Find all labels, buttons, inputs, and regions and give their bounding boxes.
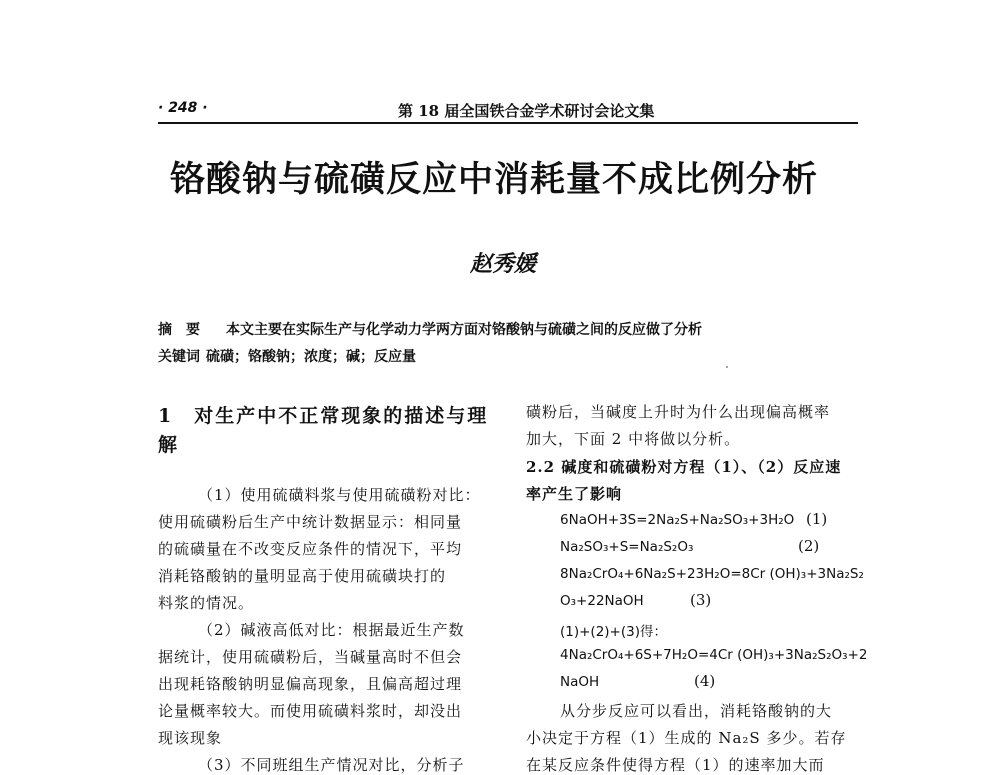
left-line: （2）碱液高低对比：根据最近生产数 — [198, 621, 465, 639]
left-line: 消耗铬酸钠的量明显高于使用硫磺块打的 — [158, 567, 447, 585]
section-1-heading: 1 对生产中不正常现象的描述与理 — [158, 405, 489, 427]
equation-2: Na₂SO₃+S=Na₂S₂O₃ — [560, 539, 694, 555]
left-line: 现该现象 — [158, 729, 223, 747]
equation-3-cont: O₃+22NaOH — [560, 593, 644, 609]
left-line: 料浆的情况。 — [158, 594, 255, 612]
equation-3: 8Na₂CrO₄+6Na₂S+23H₂O=8Cr (OH)₃+3Na₂S₂ — [560, 566, 864, 582]
keywords-line — [158, 346, 416, 366]
abstract-label: 摘 要 — [158, 322, 200, 338]
abstract-text: 本文主要在实际生产与化学动力学两方面对铬酸钠与硫磺之间的反应做了分析 — [226, 322, 702, 338]
left-line: （1）使用硫磺料浆与使用硫磺粉对比： — [198, 486, 481, 504]
section-2-2-heading: 2.2 碱度和硫磺粉对方程（1）、（2）反应速 — [526, 458, 842, 476]
keywords-label: 关键词 — [158, 349, 200, 365]
author-name: 赵秀媛 — [470, 251, 537, 277]
equation-1: 6NaOH+3S=2Na₂S+Na₂SO₃+3H₂O — [560, 512, 795, 528]
right-line: 加大，下面 2 中将做以分析。 — [526, 430, 741, 448]
equation-4: 4Na₂CrO₄+6S+7H₂O=4Cr (OH)₃+3Na₂S₂O₃+2 — [560, 647, 868, 663]
left-line: 论量概率较大。而使用硫磺料浆时，却没出 — [158, 702, 463, 720]
left-line: 据统计，使用硫磺粉后，当碱量高时不但会 — [158, 648, 463, 666]
left-line: 的硫磺量在不改变反应条件的情况下，平均 — [158, 540, 463, 558]
equation-4-cont: NaOH — [560, 674, 600, 690]
header-rule — [158, 122, 858, 124]
equation-1-number: (1) — [806, 510, 828, 528]
paper-title: 铬酸钠与硫磺反应中消耗量不成比例分析 — [170, 160, 819, 200]
equation-sum-label: (1)+(2)+(3)得： — [560, 624, 667, 640]
section-2-2-heading-cont: 率产生了影响 — [526, 485, 623, 503]
conference-title: 第 18 届全国铁合金学术研讨会论文集 — [398, 102, 655, 120]
abstract-line — [158, 319, 702, 339]
left-line: 使用硫磺粉后生产中统计数据显示：相同量 — [158, 513, 463, 531]
left-line: 出现耗铬酸钠明显偏高现象，且偏高超过理 — [158, 675, 463, 693]
running-header — [158, 100, 858, 122]
equation-4-number: (4) — [694, 672, 716, 690]
page-number: · 248 · — [158, 100, 208, 116]
right-line: 小决定于方程（1）生成的 Na₂S 多少。若存 — [526, 729, 847, 747]
left-line: （3）不同班组生产情况对比，分析子 — [198, 756, 465, 774]
equation-2-number: (2) — [798, 537, 820, 555]
equation-3-number: (3) — [690, 591, 712, 609]
section-1-heading-cont: 解 — [158, 434, 180, 456]
right-line: 在某反应条件使得方程（1）的速率加大而 — [526, 756, 825, 774]
right-line: 磺粉后，当碱度上升时为什么出现偏高概率 — [526, 403, 831, 421]
stray-dot — [726, 366, 728, 368]
keywords-text: 硫磺；铬酸钠；浓度；碱；反应量 — [206, 349, 416, 365]
right-line: 从分步反应可以看出，消耗铬酸钠的大 — [560, 702, 833, 720]
